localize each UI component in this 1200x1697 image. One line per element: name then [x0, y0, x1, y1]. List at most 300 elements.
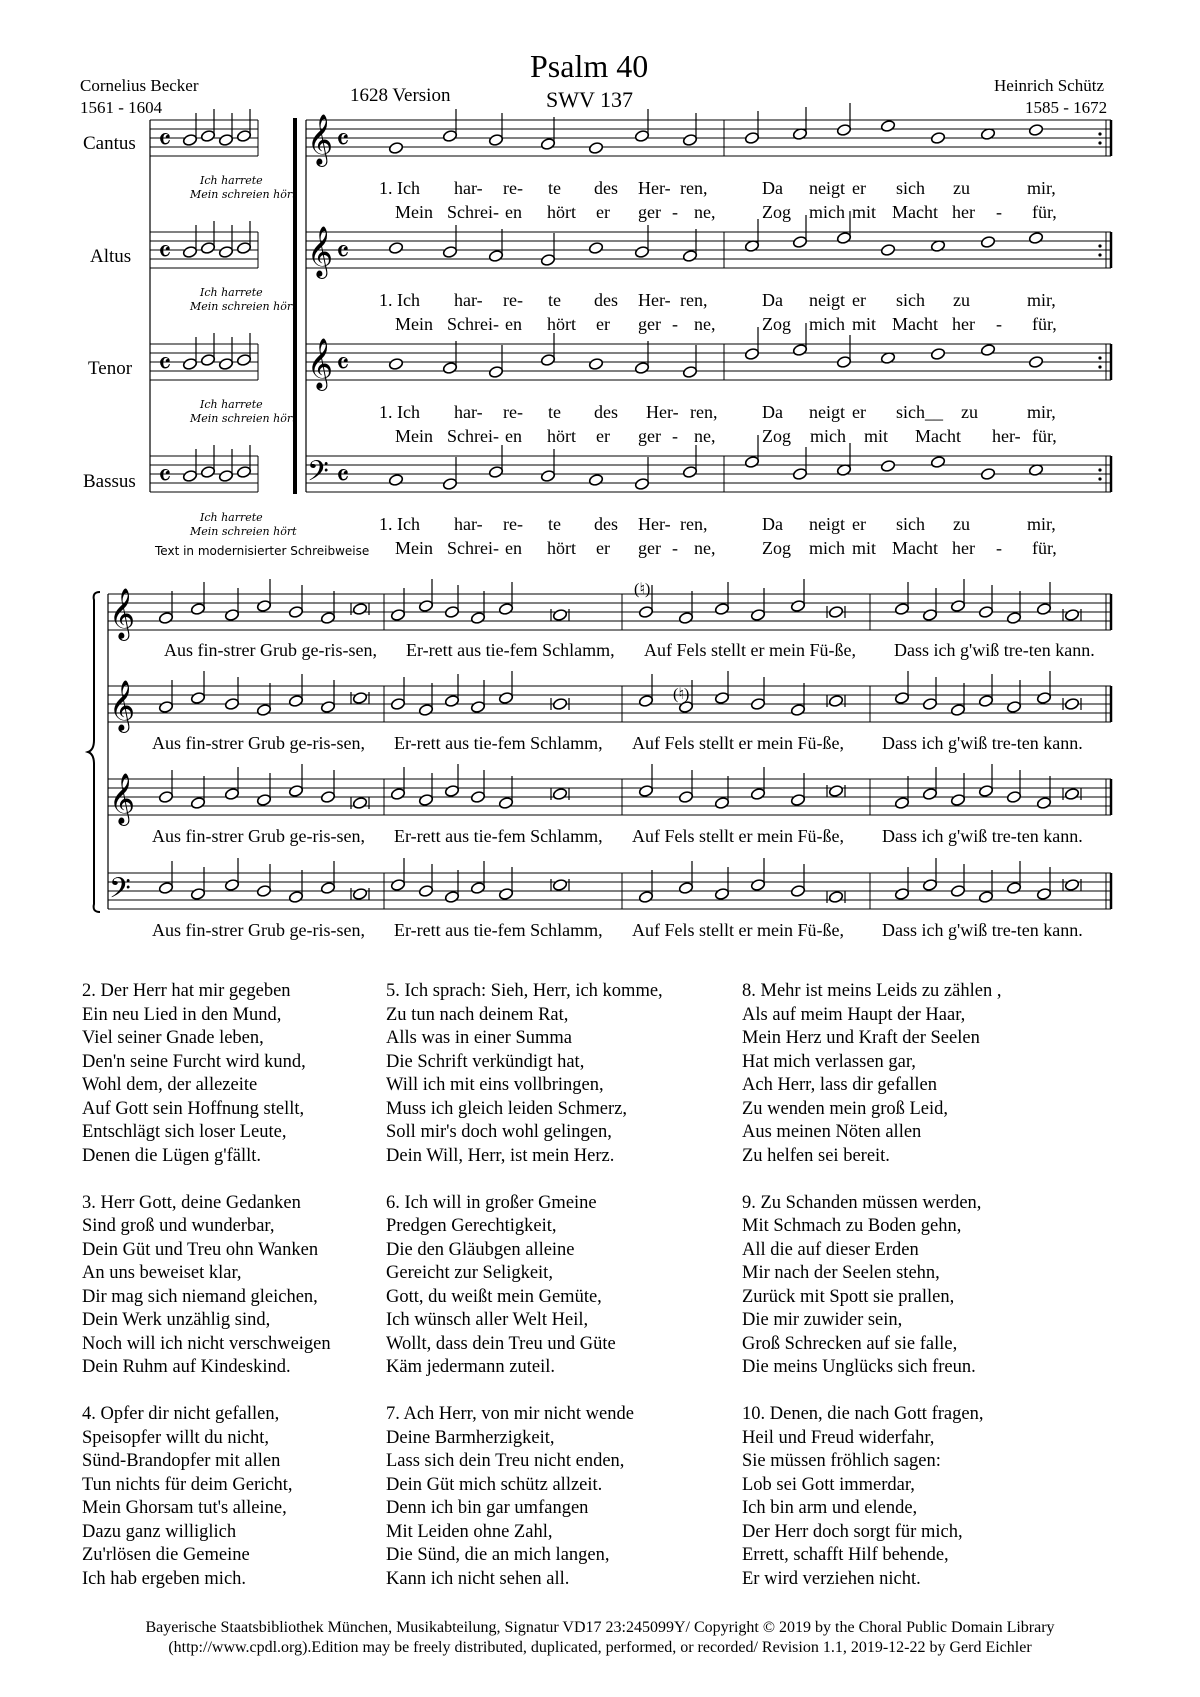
lyric-syllable: -	[672, 314, 678, 334]
verse-line: Käm jedermann zuteil.	[386, 1357, 556, 1377]
note	[1006, 881, 1021, 894]
note	[352, 887, 367, 900]
verses-column-1	[82, 980, 331, 1615]
incipit-text: Mein schreien hört	[190, 525, 297, 538]
note	[750, 878, 765, 891]
lyric-syllable: mit	[852, 202, 877, 222]
treble-clef: 𝄞	[109, 588, 136, 639]
verse-line: Viel seiner Gnade leben,	[82, 1028, 264, 1048]
lyric-syllable: für,	[1032, 202, 1057, 222]
lyric-syllable: er	[596, 538, 610, 558]
verse-line: Mir nach der Seelen stehn,	[742, 1263, 940, 1283]
note	[442, 129, 457, 142]
accidental-mark: (♮)	[634, 581, 651, 598]
note	[444, 890, 459, 903]
lyric-syllable: te	[548, 514, 561, 534]
repeat-dot	[1098, 141, 1101, 144]
verse	[82, 1403, 331, 1591]
note	[352, 691, 367, 704]
verse-line: Alls was in einer Summa	[386, 1028, 573, 1048]
lyric-syllable: Schrei-	[447, 426, 499, 446]
incipit-note	[182, 357, 197, 370]
note	[880, 119, 895, 132]
lyric-syllable: Da	[762, 402, 783, 422]
note	[634, 245, 649, 258]
incipit-note	[218, 357, 233, 370]
lyric-phrase: Dass ich g'wiß tre-ten kann.	[882, 733, 1083, 753]
note	[682, 249, 697, 262]
lyric-syllable: ger	[638, 426, 661, 446]
composer-name: Heinrich Schütz	[994, 76, 1104, 95]
note	[388, 357, 403, 370]
note	[588, 357, 603, 370]
verse-line: Heil und Freud widerfahr,	[742, 1427, 935, 1448]
note	[488, 249, 503, 262]
lyric-syllable: er	[596, 426, 610, 446]
verse-line: Er wird verziehen nicht.	[742, 1568, 921, 1589]
time-signature: 𝄴	[158, 347, 172, 382]
note	[682, 133, 697, 146]
incipit-note	[218, 469, 233, 482]
note	[678, 790, 693, 803]
lyric-syllable: Zog	[762, 426, 791, 446]
lyric-syllable: her	[952, 202, 975, 222]
lyric-syllable: Macht	[915, 426, 961, 446]
verse-line: Muss ich gleich leiden Schmerz,	[386, 1098, 627, 1119]
note	[750, 697, 765, 710]
verse-line: 3. Herr Gott, deine Gedanken	[82, 1192, 301, 1213]
note	[588, 473, 603, 486]
verse-line: 6. Ich will in großer Gmeine	[386, 1192, 597, 1213]
note	[288, 605, 303, 618]
lyric-syllable: Mein	[395, 202, 433, 222]
note	[256, 793, 271, 806]
verse-line: Denen die Lügen g'fällt.	[82, 1145, 262, 1166]
note	[978, 694, 993, 707]
lyric-syllable: har-	[454, 402, 483, 422]
verse-line: 2. Der Herr hat mir gegeben	[82, 981, 291, 1001]
note	[950, 884, 965, 897]
lyric-syllable: ne,	[694, 538, 716, 558]
time-signature: 𝄴	[158, 459, 172, 494]
verse-line: Sind groß und wunderbar,	[82, 1216, 275, 1236]
lyric-syllable: har-	[454, 178, 483, 198]
lyric-syllable: sich	[896, 514, 925, 534]
lyric-syllable: er	[596, 202, 610, 222]
note	[790, 599, 805, 612]
lyric-syllable: Her-	[638, 178, 671, 198]
note	[634, 361, 649, 374]
incipit-note	[200, 129, 215, 142]
note	[930, 131, 945, 144]
lyric-phrase: Er-rett aus tie-fem Schlamm,	[394, 733, 603, 753]
note	[744, 455, 759, 468]
verse-line: Deine Barmherzigkeit,	[386, 1427, 555, 1448]
time-signature: 𝄴	[336, 123, 350, 158]
note	[1064, 878, 1079, 891]
incipit-text: Ich harrete	[200, 286, 263, 299]
composer-dates: 1585 - 1672	[1025, 98, 1108, 117]
lyric-syllable: neigt	[809, 402, 845, 422]
note	[836, 355, 851, 368]
note	[978, 605, 993, 618]
lyric-phrase: Auf Fels stellt er mein Fü-ße,	[632, 733, 844, 753]
verse-line: Lob sei Gott immerdar,	[742, 1474, 915, 1495]
note	[750, 608, 765, 621]
note	[930, 347, 945, 360]
lyric-syllable: ger	[638, 538, 661, 558]
lyric-syllable: ger	[638, 314, 661, 334]
note	[190, 602, 205, 615]
note	[470, 790, 485, 803]
repeat-dot	[1098, 253, 1101, 256]
lyric-syllable: Mein	[395, 538, 433, 558]
treble-clef: 𝄞	[109, 680, 136, 731]
note	[488, 365, 503, 378]
treble-clef: 𝄞	[307, 114, 334, 165]
note	[540, 253, 555, 266]
note	[828, 784, 843, 797]
lyric-syllable: ren,	[680, 290, 708, 310]
verse-line: 8. Mehr ist meins Leids zu zählen ,	[742, 981, 1002, 1001]
note	[418, 793, 433, 806]
bass-clef: 𝄢	[109, 872, 131, 912]
verse-line: 10. Denen, die nach Gott fragen,	[742, 1404, 984, 1424]
lyric-syllable: har-	[454, 514, 483, 534]
verse-line: Den'n seine Furcht wird kund,	[82, 1051, 306, 1072]
incipit-note	[236, 129, 251, 142]
incipit-note	[218, 133, 233, 146]
repeat-dot	[1098, 468, 1101, 471]
note	[470, 700, 485, 713]
verse-line: Dein Güt und Treu ohn Wanken	[82, 1239, 319, 1260]
note	[682, 365, 697, 378]
verse-line: Aus meinen Nöten allen	[742, 1122, 922, 1142]
note	[588, 141, 603, 154]
lyric-syllable: en	[505, 426, 522, 446]
incipit-text: Mein schreien hört	[190, 188, 297, 201]
version-label: 1628 Version	[350, 85, 451, 106]
note	[552, 697, 567, 710]
note	[158, 881, 173, 894]
verse	[742, 1403, 1001, 1591]
note	[390, 878, 405, 891]
lyric-syllable: Mein	[395, 314, 433, 334]
lyric-syllable: mich	[809, 538, 845, 558]
verse-line: Mein Herz und Kraft der Seelen	[742, 1028, 980, 1048]
lyric-syllable: Zog	[762, 538, 791, 558]
verse-line: Hat mich verlassen gar,	[742, 1051, 916, 1072]
verse-line: Gott, du weißt mein Gemüte,	[386, 1286, 602, 1307]
note	[442, 477, 457, 490]
note	[638, 605, 653, 618]
time-signature: 𝄴	[336, 235, 350, 270]
verse-line: Errett, schafft Hilf behende,	[742, 1545, 949, 1565]
incipit-note	[236, 241, 251, 254]
lyric-phrase: Aus fin-strer Grub ge-ris-sen,	[152, 733, 365, 753]
note	[552, 878, 567, 891]
note	[894, 887, 909, 900]
note	[1036, 602, 1051, 615]
verse-line: Groß Schrecken auf sie falle,	[742, 1333, 958, 1354]
treble-clef: 𝄞	[109, 773, 136, 824]
verse-line: Zu wenden mein groß Leid,	[742, 1098, 949, 1119]
note	[714, 602, 729, 615]
note	[256, 599, 271, 612]
lyric-phrase: Dass ich g'wiß tre-ten kann.	[894, 640, 1095, 660]
lyric-phrase: Dass ich g'wiß tre-ten kann.	[882, 920, 1083, 940]
lyric-syllable: en	[505, 538, 522, 558]
incipit-note	[218, 245, 233, 258]
note	[158, 611, 173, 624]
verse-line: Wohl dem, der allezeite	[82, 1075, 258, 1095]
lyric-syllable: re-	[503, 178, 523, 198]
note	[390, 608, 405, 621]
note	[288, 694, 303, 707]
verse-line: Dein Ruhm auf Kindeskind.	[82, 1357, 291, 1377]
treble-clef: 𝄞	[307, 226, 334, 277]
note	[470, 881, 485, 894]
note	[390, 697, 405, 710]
verse-line: Predgen Gerechtigkeit,	[386, 1216, 557, 1236]
note	[1064, 787, 1079, 800]
note	[498, 602, 513, 615]
note	[444, 605, 459, 618]
note	[894, 691, 909, 704]
note	[224, 787, 239, 800]
lyric-syllable: mit	[852, 314, 877, 334]
lyric-syllable: en	[505, 314, 522, 334]
note	[1064, 608, 1079, 621]
lyric-syllable: 1. Ich	[379, 178, 420, 198]
incipit-text: Ich harrete	[200, 398, 263, 411]
incipit-note	[182, 469, 197, 482]
lyric-syllable: mir,	[1027, 178, 1056, 198]
verse-line: Mein Ghorsam tut's alleine,	[82, 1498, 287, 1518]
lyric-syllable: Schrei-	[447, 538, 499, 558]
verse-line: Dein Güt mich schütz allzeit.	[386, 1474, 603, 1495]
note	[950, 793, 965, 806]
incipit-note	[200, 353, 215, 366]
note	[224, 697, 239, 710]
lyric-phrase: Auf Fels stellt er mein Fü-ße,	[632, 920, 844, 940]
incipit-text: Mein schreien hört	[190, 412, 297, 425]
note	[552, 608, 567, 621]
note	[638, 784, 653, 797]
lyric-syllable: -	[996, 202, 1002, 222]
page-title: Psalm 40	[530, 48, 649, 84]
lyric-syllable: te	[548, 290, 561, 310]
verse-line: Dir mag sich niemand gleichen,	[82, 1286, 318, 1307]
note	[540, 469, 555, 482]
note	[682, 465, 697, 478]
note	[638, 694, 653, 707]
note	[922, 878, 937, 891]
note	[950, 703, 965, 716]
note	[836, 231, 851, 244]
note	[922, 608, 937, 621]
note	[792, 343, 807, 356]
incipit-note	[182, 245, 197, 258]
verse-line: Sünd-Brandopfer mit allen	[82, 1451, 281, 1471]
note	[418, 884, 433, 897]
lyric-syllable: des	[594, 290, 618, 310]
note	[922, 697, 937, 710]
repeat-dot	[1098, 365, 1101, 368]
verse-line: 7. Ach Herr, von mir nicht wende	[386, 1404, 634, 1424]
time-signature: 𝄴	[336, 459, 350, 494]
verse	[386, 980, 663, 1168]
lyric-syllable: er	[852, 290, 866, 310]
lyric-syllable: hört	[547, 538, 576, 558]
note	[388, 473, 403, 486]
lyric-syllable: neigt	[809, 514, 845, 534]
footer-line: (http://www.cpdl.org).Edition may be freely distributed, duplicated, performed, or recorded/ Revision 1.1, 2019-12-22 by Gerd Eichler	[168, 1639, 1032, 1656]
lyric-syllable: für,	[1032, 426, 1057, 446]
note	[978, 890, 993, 903]
lyric-syllable: Da	[762, 514, 783, 534]
lyric-syllable: en	[505, 202, 522, 222]
note	[540, 137, 555, 150]
system-brace	[88, 592, 100, 912]
note	[158, 790, 173, 803]
voice-label-bassus: Bassus	[83, 471, 136, 492]
treble-clef: 𝄞	[307, 338, 334, 389]
lyric-syllable: mich	[809, 202, 845, 222]
lyric-syllable: ren,	[680, 514, 708, 534]
note	[836, 123, 851, 136]
verse-line: Mit Leiden ohne Zahl,	[386, 1521, 553, 1542]
lyric-syllable: Macht	[892, 202, 938, 222]
incipit-note	[200, 241, 215, 254]
note	[678, 611, 693, 624]
time-signature: 𝄴	[158, 235, 172, 270]
lyric-syllable: er	[596, 314, 610, 334]
verse-line: Ach Herr, lass dir gefallen	[742, 1075, 937, 1095]
lyric-syllable: ne,	[694, 426, 716, 446]
lyric-phrase: Er-rett aus tie-fem Schlamm,	[394, 826, 603, 846]
verse-line: Ich bin arm und elende,	[742, 1498, 918, 1518]
lyric-syllable: Zog	[762, 314, 791, 334]
verse-line: Ich hab ergeben mich.	[82, 1568, 247, 1589]
verse-line: Die meins Unglücks sich freun.	[742, 1357, 976, 1377]
note	[980, 467, 995, 480]
note	[352, 602, 367, 615]
lyric-syllable: te	[548, 402, 561, 422]
incipit-text: Mein schreien hört	[190, 300, 297, 313]
lyric-syllable: -	[672, 538, 678, 558]
lyric-syllable: -	[996, 314, 1002, 334]
note	[470, 611, 485, 624]
verse	[386, 1192, 663, 1380]
note	[980, 235, 995, 248]
note	[790, 703, 805, 716]
note	[442, 245, 457, 258]
note	[828, 890, 843, 903]
note	[634, 477, 649, 490]
lyric-syllable: er	[852, 514, 866, 534]
lyric-syllable: zu	[953, 514, 970, 534]
verse-line: Sie müssen fröhlich sagen:	[742, 1451, 941, 1471]
lyric-syllable: Schrei-	[447, 202, 499, 222]
note	[1006, 790, 1021, 803]
bass-clef: 𝄢	[307, 455, 329, 495]
time-signature: 𝄴	[158, 123, 172, 158]
verse-line: Soll mir's doch wohl gelingen,	[386, 1122, 612, 1142]
lyric-syllable: Her-	[638, 514, 671, 534]
note	[678, 881, 693, 894]
repeat-dot	[1098, 244, 1101, 247]
lyric-syllable: zu	[961, 402, 978, 422]
lyric-syllable: für,	[1032, 314, 1057, 334]
lyric-syllable: neigt	[809, 290, 845, 310]
lyric-syllable: -	[996, 538, 1002, 558]
note	[790, 884, 805, 897]
verse-line: Die mir zuwider sein,	[742, 1310, 903, 1330]
verse-line: Kann ich nicht sehen all.	[386, 1568, 570, 1589]
verse-line: Will ich mit eins vollbringen,	[386, 1075, 604, 1095]
lyric-syllable: Macht	[892, 538, 938, 558]
voice-label-cantus: Cantus	[83, 133, 136, 154]
incipit-note	[200, 465, 215, 478]
lyric-syllable: 1. Ich	[379, 514, 420, 534]
lyric-syllable: mir,	[1027, 402, 1056, 422]
note	[828, 694, 843, 707]
lyric-syllable: har-	[454, 290, 483, 310]
verse-line: Dein Will, Herr, ist mein Herz.	[386, 1145, 615, 1166]
verse	[742, 980, 1001, 1168]
lyric-syllable: -	[672, 202, 678, 222]
lyric-syllable: ren,	[690, 402, 718, 422]
note	[444, 784, 459, 797]
lyric-syllable: für,	[1032, 538, 1057, 558]
note	[498, 887, 513, 900]
lyric-syllable: her	[952, 314, 975, 334]
note	[792, 235, 807, 248]
lyric-syllable: mir,	[1027, 290, 1056, 310]
note	[320, 790, 335, 803]
verse-line: Zu tun nach deinem Rat,	[386, 1004, 569, 1025]
lyric-syllable: Da	[762, 290, 783, 310]
note	[388, 141, 403, 154]
lyric-syllable: zu	[953, 290, 970, 310]
note	[950, 599, 965, 612]
note	[190, 796, 205, 809]
time-signature: 𝄴	[336, 347, 350, 382]
verse-line: All die auf dieser Erden	[742, 1239, 919, 1260]
note	[1036, 887, 1051, 900]
lyric-syllable: sich	[896, 290, 925, 310]
voice-label-tenor: Tenor	[88, 358, 133, 379]
note	[638, 890, 653, 903]
accidental-mark: (♮)	[673, 686, 690, 703]
verse	[82, 1192, 331, 1380]
note	[320, 881, 335, 894]
note	[1064, 697, 1079, 710]
lyric-syllable: mich	[810, 426, 846, 446]
note	[978, 784, 993, 797]
note	[444, 694, 459, 707]
note	[828, 605, 843, 618]
lyric-syllable: Macht	[892, 314, 938, 334]
note	[488, 133, 503, 146]
verse-line: Wollt, dass dein Treu und Güte	[386, 1333, 616, 1354]
lyric-phrase: Aus fin-strer Grub ge-ris-sen,	[152, 920, 365, 940]
lyric-syllable: des	[594, 514, 618, 534]
lyric-syllable: her-	[992, 426, 1021, 446]
lyric-syllable: re-	[503, 514, 523, 534]
lyric-phrase: Auf Fels stellt er mein Fü-ße,	[632, 826, 844, 846]
